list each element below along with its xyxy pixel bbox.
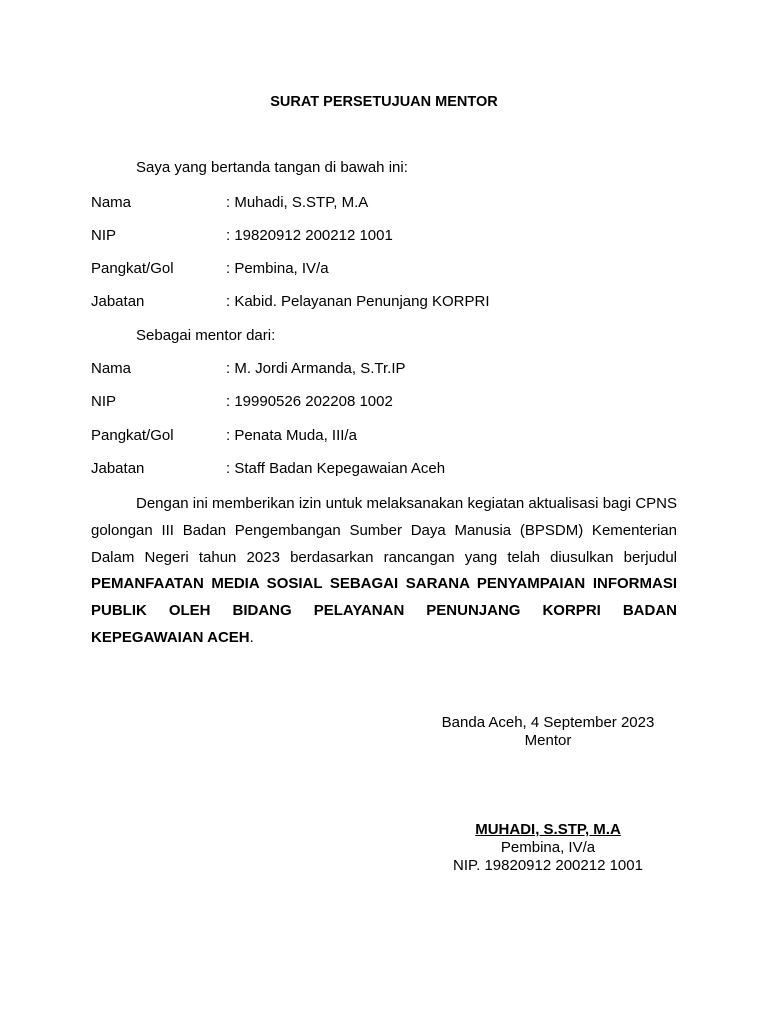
field-value: : Staff Badan Kepegawaian Aceh [226,460,446,477]
signer-nip: NIP. 19820912 200212 1001 [453,857,643,874]
mentor-row-nama [91,194,368,212]
signer-name: MUHADI, S.STP, M.A [475,821,621,838]
signer-rank: Pembina, IV/a [500,839,596,856]
field-label: NIP [91,227,117,244]
place-date: Banda Aceh, 4 September 2023 [441,714,655,731]
mentor-row-pangkat [91,260,329,278]
activity-title: PEMANFAATAN MEDIA SOSIAL SEBAGAI SARANA PENYAMPAIAN INFORMASI PUBLIK OLEH BIDANG PELAYANAN PENUNJANG KORPRI BADAN KEPEGAWAIAN ACEH [91,575,677,646]
mentee-intro-text: Sebagai mentor dari: [136,327,276,344]
field-value: : 19820912 200212 1001 [226,227,393,244]
field-label: Jabatan [91,460,145,477]
field-label: Pangkat/Gol [91,260,174,277]
field-value: : Muhadi, S.STP, M.A [226,194,369,211]
field-label: Nama [91,194,132,211]
mentor-row-jabatan [91,293,490,311]
field-value: : Kabid. Pelayanan Penunjang KORPRI [226,293,490,310]
body-text: Dengan ini memberikan izin untuk melaksanakan kegiatan aktualisasi bagi CPNS golongan III Badan Pengembangan Sumber Daya Manusia (BPSDM) Kementerian Dalam Negeri tahun 2023 berdasarkan rancangan yang telah diusulkan berjudul [91,495,677,566]
field-label: NIP [91,393,117,410]
field-label: Jabatan [91,293,145,310]
field-value: : Penata Muda, III/a [226,427,357,444]
signer-role: Mentor [524,732,572,749]
mentee-row-jabatan [91,460,445,478]
document-title: SURAT PERSETUJUAN MENTOR [270,94,498,110]
field-value: : M. Jordi Armanda, S.Tr.IP [226,360,406,377]
field-label: Pangkat/Gol [91,427,174,444]
mentee-row-nip [91,393,393,411]
body-end: . [249,628,254,646]
field-value: : 19990526 202208 1002 [226,393,393,410]
mentor-row-nip [91,227,393,245]
body-paragraph [91,491,677,652]
field-value: : Pembina, IV/a [226,260,329,277]
mentee-row-pangkat [91,427,357,445]
field-label: Nama [91,360,132,377]
intro-text: Saya yang bertanda tangan di bawah ini: [136,159,408,176]
mentee-row-nama [91,360,406,378]
